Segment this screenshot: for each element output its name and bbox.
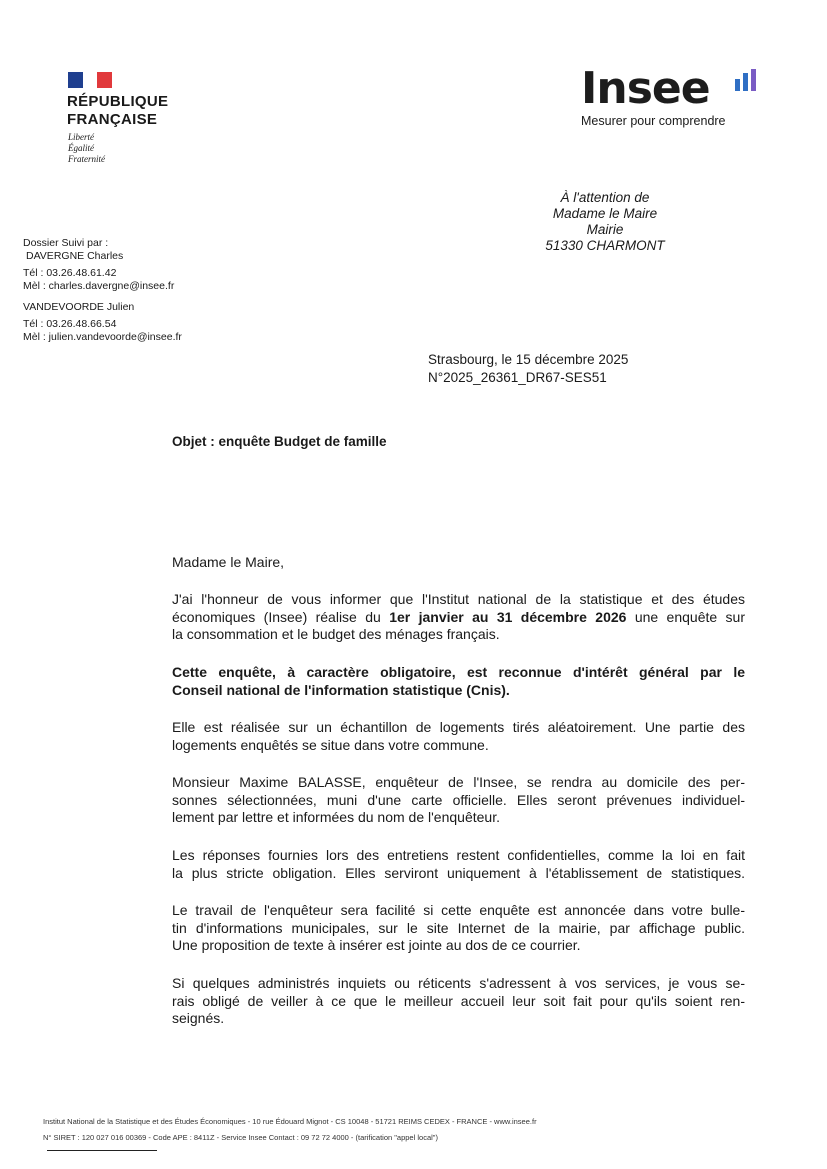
republique-francaise-logo-text: RÉPUBLIQUE FRANÇAISE — [67, 93, 169, 128]
insee-tagline: Mesurer pour comprendre — [581, 114, 726, 128]
paragraph-1: J'ai l'honneur de vous informer que l'Institut national de la statistique et des études économiques (Insee) réalise du 1er janvier au 31 décembre 2026 une enquête sur la consommation et le budget des ménages français. — [172, 591, 745, 642]
salutation: Madame le Maire, — [172, 554, 285, 570]
marianne-flag-logo — [68, 72, 112, 88]
motto: Liberté Égalité Fraternité — [68, 132, 105, 164]
sender-block: Dossier Suivi par : DAVERGNE Charles Tél : 03.26.48.61.42 Mèl : charles.davergne@insee.fr VANDEVOORDE Julien Tél : 03.26.48.66.54 Mèl : julien.vandevoorde@insee.fr — [23, 237, 182, 343]
recipient-address: À l'attention de Madame le Maire Mairie 51330 CHARMONT — [545, 190, 665, 253]
date-reference: Strasbourg, le 15 décembre 2025 N°2025_26361_DR67-SES51 — [428, 352, 629, 385]
paragraph-2: Cette enquête, à caractère obligatoire, est reconnue d'intérêt général par le Conseil national de l'information statistique (Cnis). — [172, 664, 745, 698]
paragraph-3: Elle est réalisée sur un échantillon de logements tirés aléatoirement. Une partie des logements enquêtés se situe dans votre commune. — [172, 719, 745, 753]
paragraph-7: Si quelques administrés inquiets ou réticents s'adressent à vos services, je vous se- rais obligé de veiller à ce que le meilleur accueil leur soit fait pour qu'ils soient ren- seignés. — [172, 975, 745, 1026]
paragraph-5: Les réponses fournies lors des entretiens restent confidentielles, comme la loi en fait la plus stricte obligation. Elles serviront uniquement à l'établissement de statistiques. — [172, 847, 745, 881]
paragraph-4: Monsieur Maxime BALASSE, enquêteur de l'Insee, se rendra au domicile des per- sonnes sélectionnées, muni d'une carte officielle. Elles seront prévenues individuel- lement par lettre et informées du nom de l'enquêteur. — [172, 774, 745, 825]
footer-address: Institut National de la Statistique et des Études Économiques - 10 rue Édouard Mignot - CS 10048 - 51721 REIMS CEDEX - FRANCE - www.insee.fr — [43, 1117, 537, 1126]
paragraph-6: Le travail de l'enquêteur sera facilité si cette enquête est annoncée dans votre bulle- tin d'informations municipales, sur le site Internet de la mairie, par affichage public. Une proposition de texte à insérer est jointe au dos de ce courrier. — [172, 902, 745, 953]
footer-divider — [47, 1150, 157, 1151]
insee-bars-icon — [735, 69, 761, 95]
footer-legal: N° SIRET : 120 027 016 00369 - Code APE : 8411Z - Service Insee Contact : 09 72 72 4000 - (tarification "appel local") — [43, 1133, 438, 1142]
insee-logo: Insee — [581, 63, 710, 114]
subject-line: Objet : enquête Budget de famille — [172, 434, 387, 449]
